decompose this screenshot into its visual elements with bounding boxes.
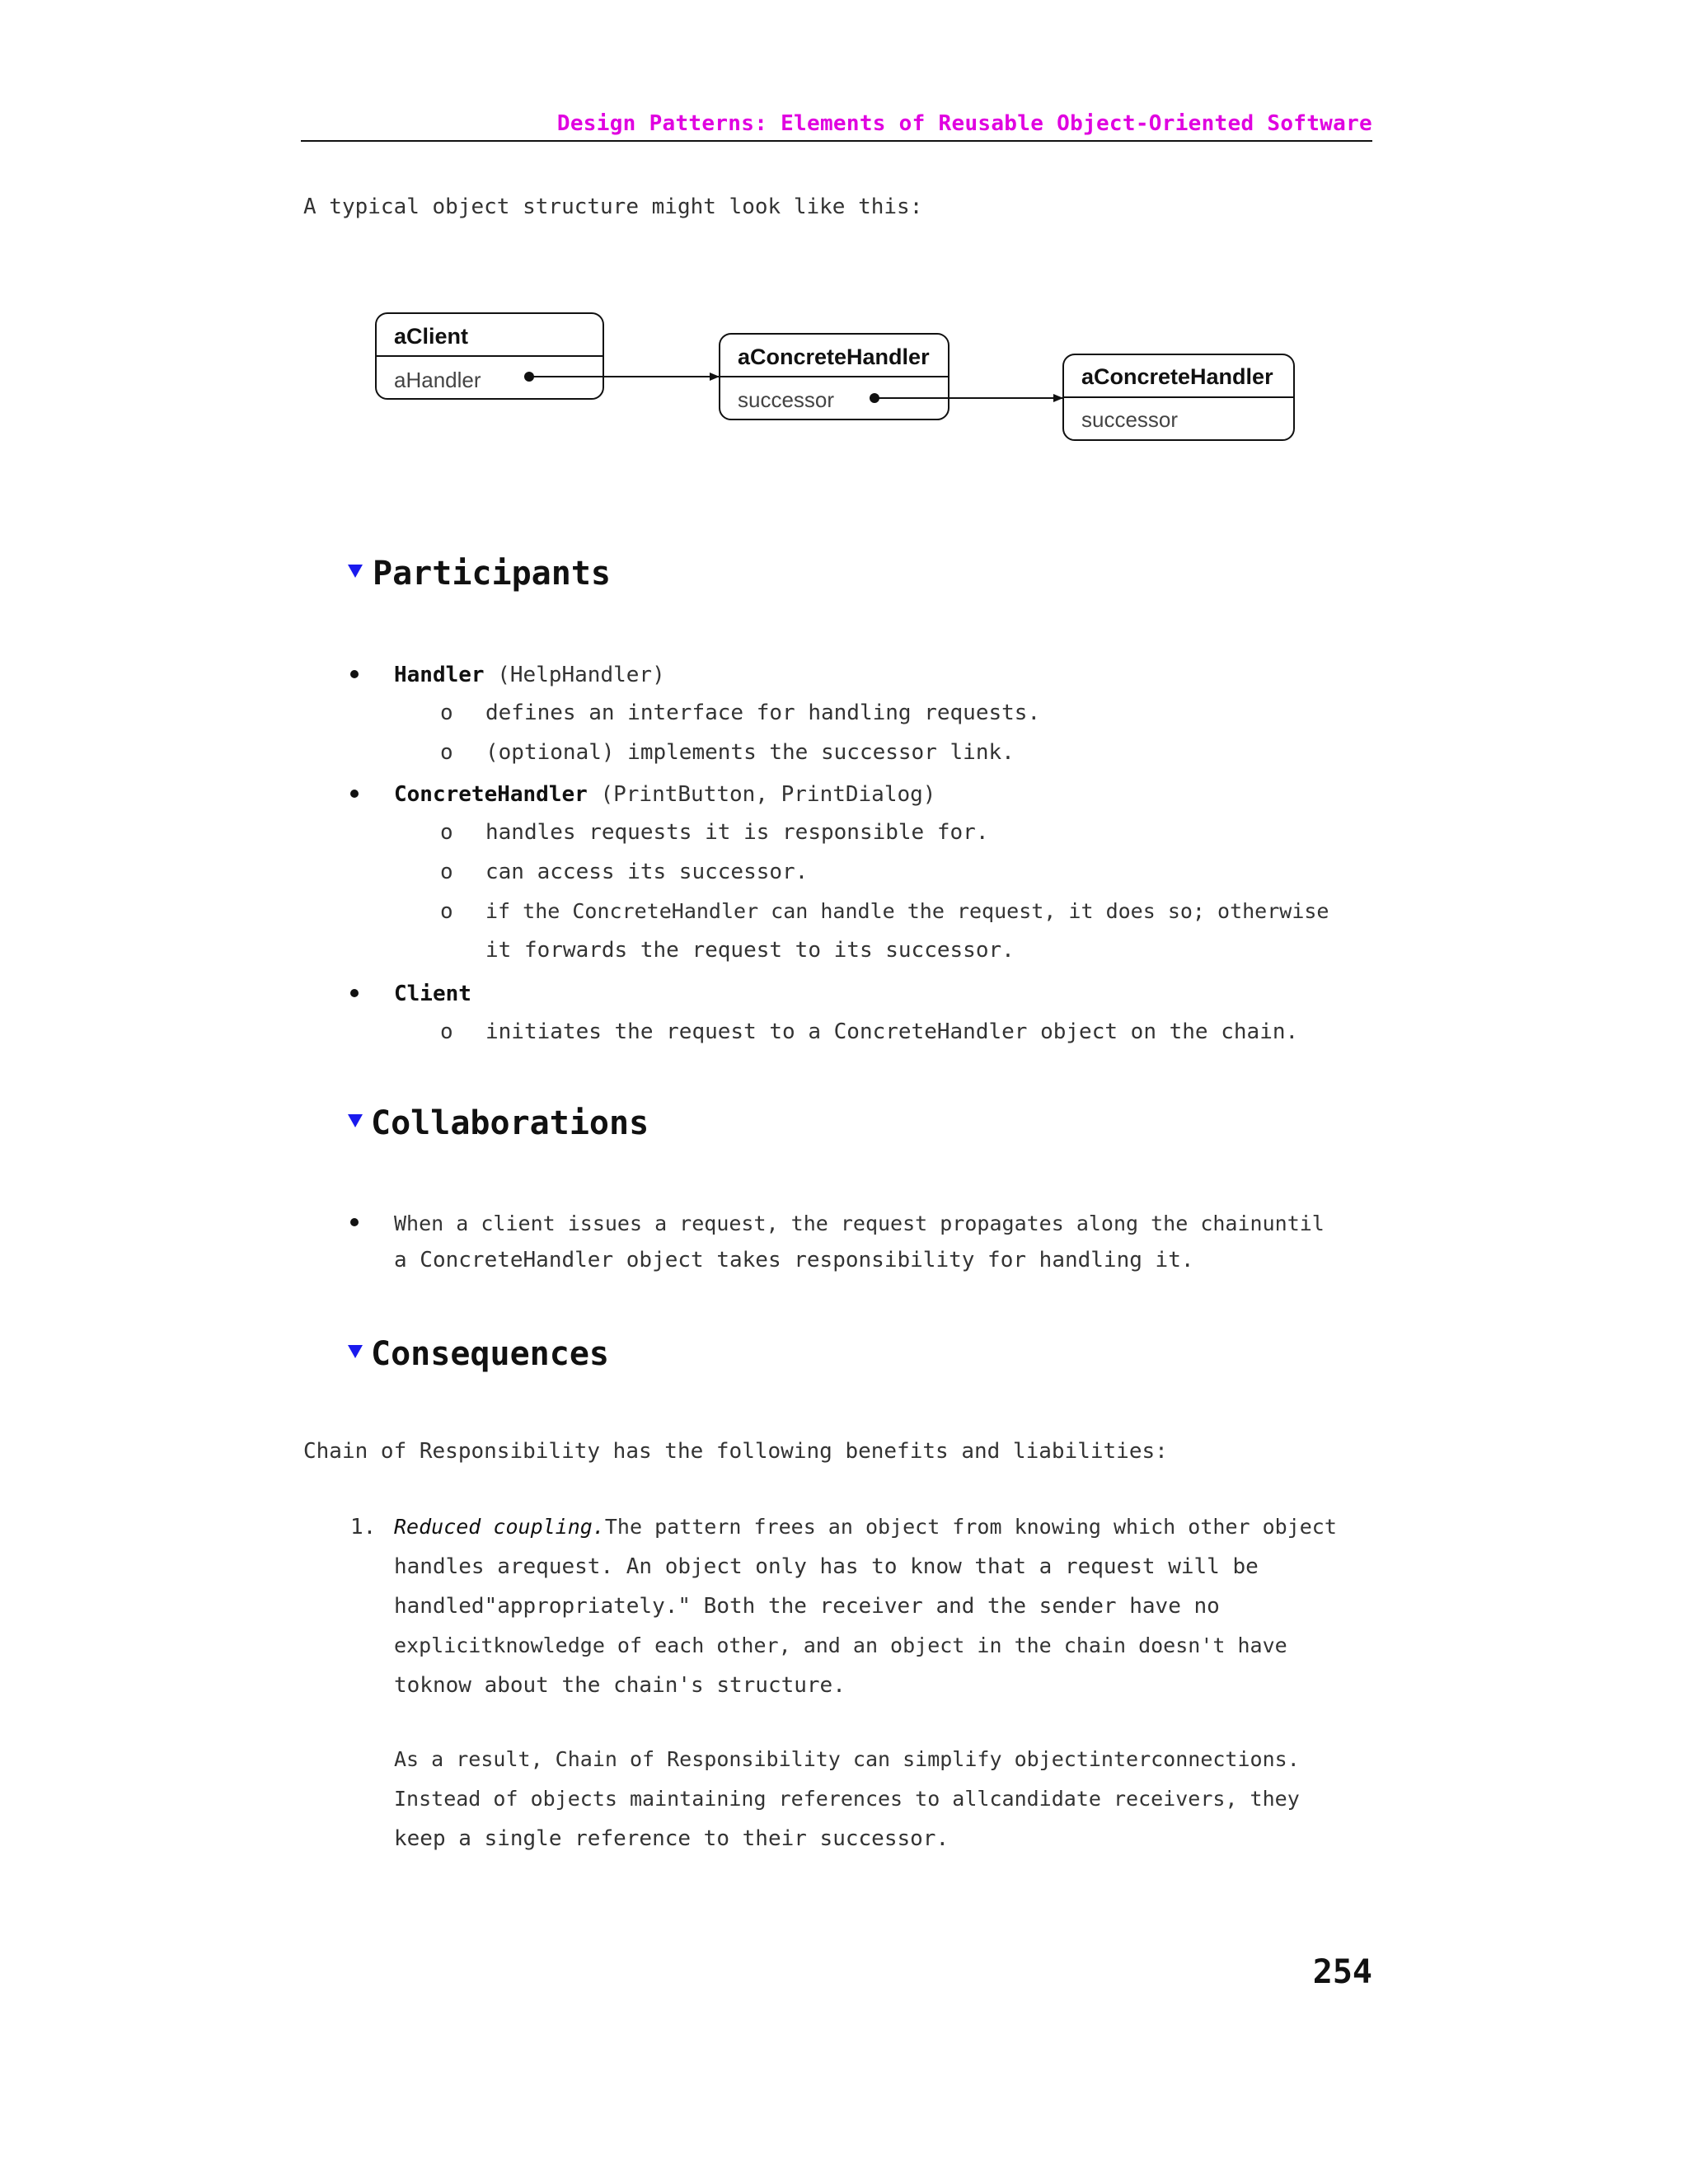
sub-bullet-marker: o (440, 860, 453, 884)
consequence-item-line: explicitknowledge of each other, and an object in the chain doesn't have (394, 1633, 1287, 1657)
consequences-intro: Chain of Responsibility has the following benefits and liabilities: (303, 1439, 1168, 1464)
handler-object-field-2: successor (1081, 407, 1179, 432)
section-triangle-icon (348, 1345, 363, 1358)
participant-term: Handler (394, 663, 485, 687)
bullet-icon (350, 670, 359, 678)
sub-bullet-marker: o (440, 820, 453, 845)
section-triangle-icon (348, 565, 363, 578)
consequence-item-line: handles arequest. An object only has to know that a request will be (394, 1554, 1259, 1579)
participant-term: Client (394, 982, 471, 1006)
sub-bullet-marker: o (440, 740, 453, 765)
handler-object-box-2 (1063, 354, 1294, 440)
sub-bullet-marker: o (440, 701, 453, 725)
list-item-number: 1. (350, 1515, 377, 1540)
participant-client (394, 982, 471, 1006)
consequence-item-line: handled"appropriately." Both the receiver and the sender have no (394, 1594, 1220, 1619)
participant-handler (394, 663, 665, 687)
consequence-paragraph-line: As a result, Chain of Responsibility can simplify objectinterconnections. (394, 1747, 1300, 1771)
participant-subitem: if the ConcreteHandler can handle the request, it does so; otherwise (485, 899, 1329, 923)
consequence-item-term: Reduced coupling. (394, 1515, 605, 1539)
intro-text: A typical object structure might look like this: (303, 194, 923, 219)
client-object-title: aClient (394, 324, 469, 349)
consequence-item-line: toknow about the chain's structure. (394, 1673, 846, 1698)
handler-object-title-2: aConcreteHandler (1081, 364, 1273, 389)
participant-concretehandler (394, 782, 935, 807)
participant-subitem: initiates the request to a ConcreteHandler object on the chain. (485, 1019, 1299, 1044)
consequence-paragraph-line: Instead of objects maintaining references to allcandidate receivers, they (394, 1787, 1300, 1811)
participant-detail: (PrintButton, PrintDialog) (587, 782, 936, 807)
consequence-paragraph-line: keep a single reference to their successor. (394, 1826, 950, 1851)
consequence-item-first-line (394, 1515, 1337, 1539)
participant-subitem: handles requests it is responsible for. (485, 820, 989, 845)
handler-object-field-1: successor (738, 387, 835, 412)
collaborations-text-line: When a client issues a request, the request propagates along the chainuntil (394, 1212, 1325, 1235)
object-structure-diagram (363, 305, 1319, 453)
bullet-icon (350, 989, 359, 997)
participants-heading: Participants (373, 555, 611, 593)
sub-bullet-marker: o (440, 1019, 453, 1044)
bullet-icon (350, 1218, 359, 1226)
collaborations-text-line: a ConcreteHandler object takes responsibility for handling it. (394, 1248, 1194, 1272)
bullet-icon (350, 790, 359, 798)
participant-subitem: defines an interface for handling requests. (485, 701, 1041, 725)
participant-term: ConcreteHandler (394, 782, 588, 807)
handler-object-box-1 (720, 334, 949, 419)
page-number: 254 (1312, 1953, 1372, 1991)
sub-bullet-marker: o (440, 899, 453, 924)
participant-subitem-continuation: it forwards the request to its successor. (485, 938, 1015, 963)
participant-subitem: can access its successor. (485, 860, 809, 884)
client-object-box (376, 313, 603, 399)
client-object-field: aHandler (394, 368, 481, 392)
consequences-heading: Consequences (371, 1335, 609, 1373)
participant-subitem: (optional) implements the successor link. (485, 740, 1015, 765)
consequence-item-text: The pattern frees an object from knowing which other object (604, 1515, 1337, 1539)
handler-object-title-1: aConcreteHandler (738, 344, 930, 369)
running-header: Design Patterns: Elements of Reusable Object-Oriented Software (556, 111, 1372, 136)
participant-detail: (HelpHandler) (484, 663, 665, 687)
collaborations-heading: Collaborations (371, 1104, 649, 1142)
header-rule (301, 140, 1372, 142)
section-triangle-icon (348, 1114, 363, 1127)
